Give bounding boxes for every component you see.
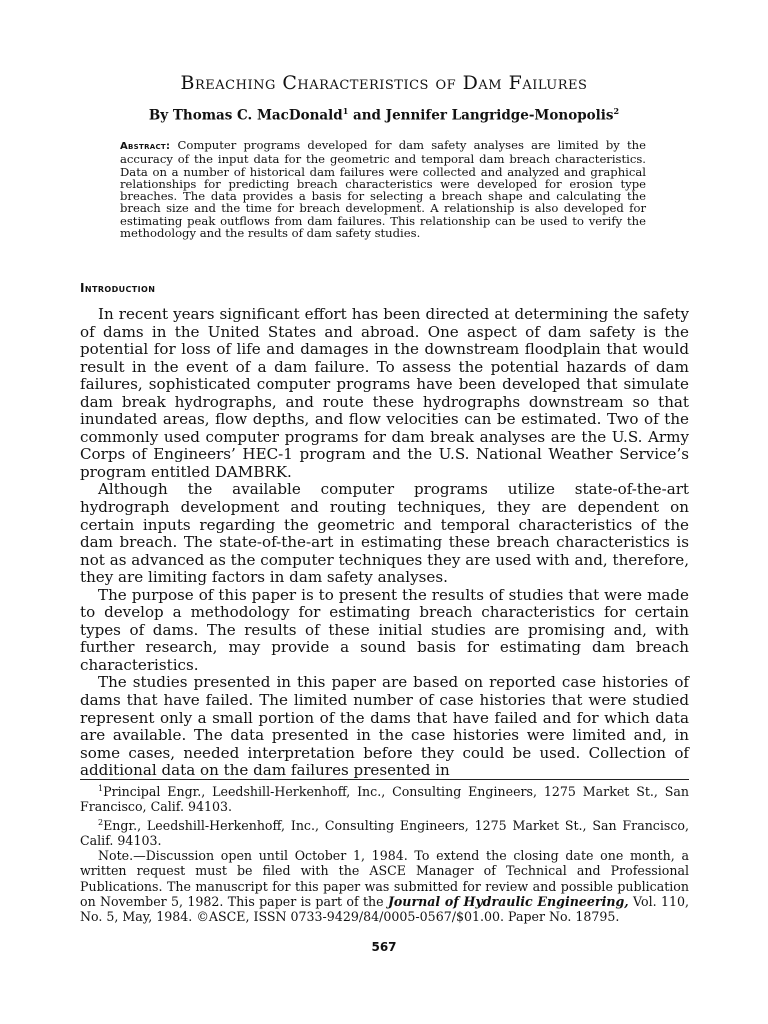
abstract-text: Computer programs developed for dam safety analyses are limited by the accuracy of the input data for the geometric and temporal dam breach characteristics. Data on a number of historical dam failures were collected and analyzed and graphical relationships for predicting breach characteristics were developed for erosion type breaches. The data provides a basis for selecting a breach shape and calculating the breach size and the time for breach development. A relationship is also developed for estimating peak outflows from dam failures. This relationship can be used to verify the methodology and the results of dam safety studies. (120, 138, 646, 241)
footnote-2 (80, 815, 689, 849)
footnote-2-marker: 2 (98, 817, 104, 827)
paragraph: Although the available computer programs utilize state-of-the-art hydrograph development and routing techniques, they are dependent on certain inputs regarding the geometric and temporal characteristics of the dam breach. The state-of-the-art in estimating these breach characteristics is not as advanced as the computer techniques they are used with and, therefore, they are limiting factors in dam safety analyses. (80, 480, 689, 587)
abstract (120, 139, 646, 239)
note-citation: Vol. 110, No. 5, May, 1984. ©ASCE, ISSN 0733-9429/84/0005-0567/$01.00. Paper No. 18795. (80, 893, 689, 924)
paper-title: Breaching Characteristics of Dam Failures (180, 72, 588, 94)
author-2: and Jennifer Langridge-Monopolis (348, 107, 614, 124)
introduction-body (80, 306, 689, 780)
footnote-2-text: Engr., Leedshill-Herkenhoff, Inc., Consulting Engineers, 1275 Market St., San Francisco, Calif. 94103. (80, 817, 689, 848)
journal-name: Journal of Hydraulic Engineering, (387, 893, 629, 909)
footnote-1-marker: 1 (98, 784, 104, 793)
footnote-1-text: Principal Engr., Leedshill-Herkenhoff, Inc., Consulting Engineers, 1275 Market St., San Francisco, Calif. 94103. (80, 784, 689, 815)
paragraph: In recent years significant effort has been directed at determining the safety of dams in the United States and abroad. One aspect of dam safety is the potential for loss of life and damages in the downstream floodplain that would result in the event of a dam failure. To assess the potential hazards of dam failures, sophisticated computer programs have been developed that simulate dam break hydrographs, and route these hydrographs downstream so that inundated areas, flow depths, and flow velocities can be estimated. Two of the commonly used computer programs for dam break analyses are the U.S. Army Corps of Engineers’ HEC-1 program and the U.S. National Weather Service’s program entitled DAMBRK. (80, 305, 689, 481)
publication-note (80, 848, 689, 924)
paragraph: The purpose of this paper is to present the results of studies that were made to develop a methodology for estimating breach characteristics for certain types of dams. The results of these initial studies are promising and, with further research, may provide a sound basis for estimating dam breach characteristics. (80, 585, 689, 674)
footnote-divider (80, 779, 689, 780)
footnote-1 (80, 781, 689, 815)
abstract-label: Abstract: (120, 141, 171, 152)
page-number: 567 (371, 940, 397, 954)
author-1-footnote-marker: 1 (342, 106, 349, 116)
note-text: Note.—Discussion open until October 1, 1984. To extend the closing date one month, a written request must be filed with the ASCE Manager of Technical and Professional Publications. The manuscript for this paper was submitted for review and possible publication on November 5, 1982. This paper is part of the (80, 848, 689, 909)
paragraph: The studies presented in this paper are based on reported case histories of dams that have failed. The limited number of case histories that were studied represent only a small portion of the dams that have failed and for which data are available. The data presented in the case histories were limited and, in some cases, needed interpretation before they could be used. Collection of additional data on the dam failures presented in (80, 673, 689, 780)
author-1: By Thomas C. MacDonald (148, 107, 343, 124)
footnotes (80, 781, 689, 924)
author-2-footnote-marker: 2 (613, 106, 620, 116)
section-heading-introduction: Introduction (80, 281, 156, 295)
author-line (0, 106, 768, 124)
